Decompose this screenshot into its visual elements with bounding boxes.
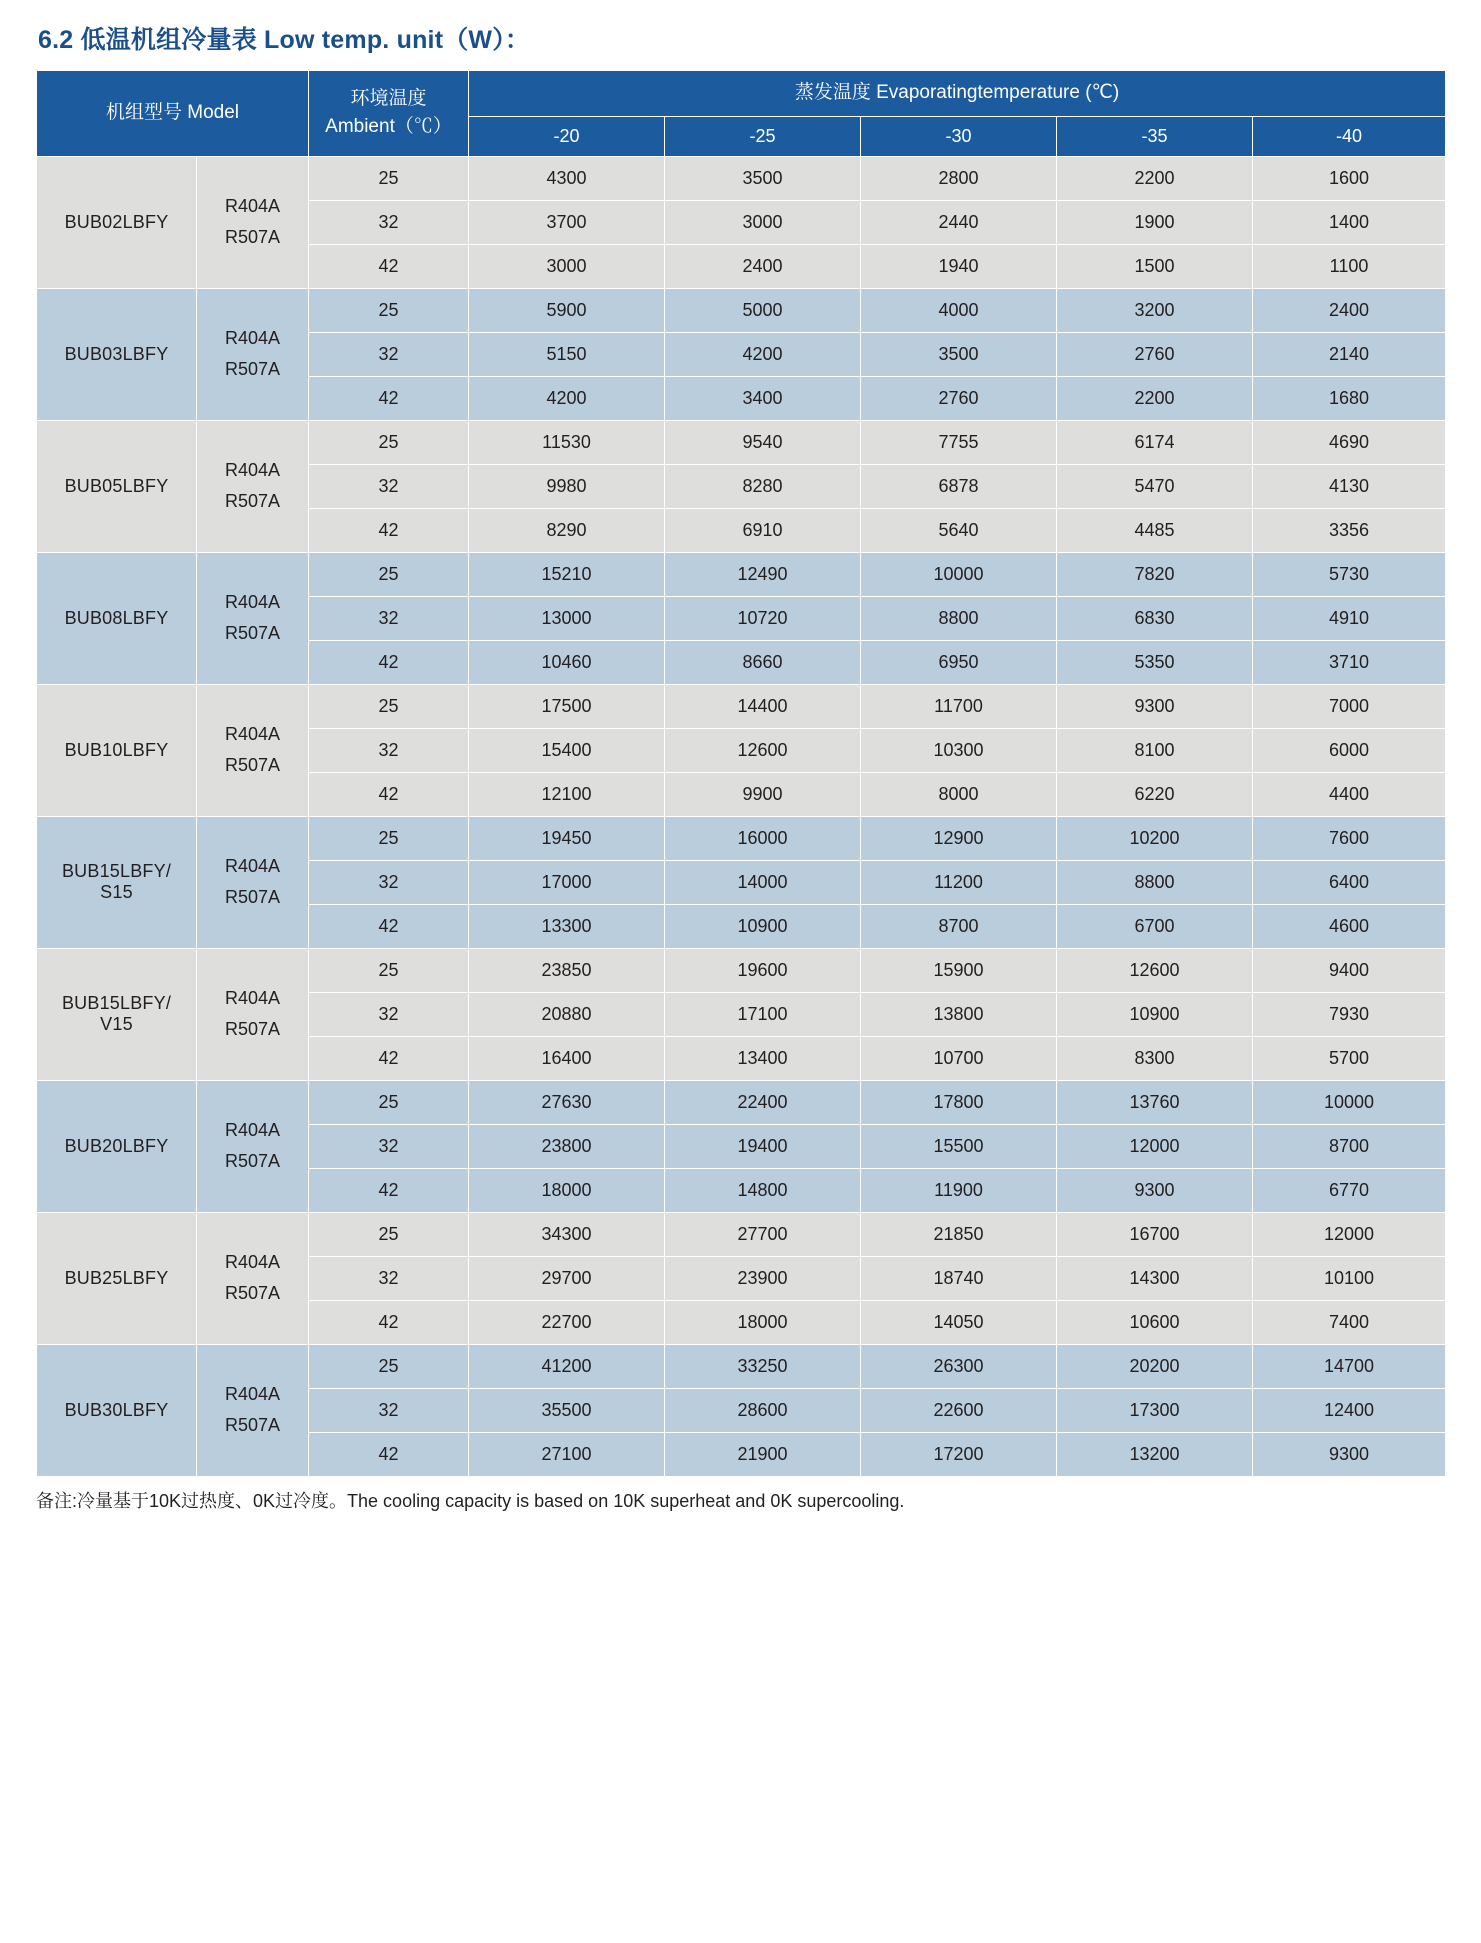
capacity-cell: 10100: [1253, 1256, 1446, 1300]
capacity-cell: 2400: [665, 244, 861, 288]
capacity-cell: 18000: [665, 1300, 861, 1344]
model-cell: BUB08LBFY: [37, 552, 197, 684]
capacity-cell: 10000: [1253, 1080, 1446, 1124]
table-row: [37, 816, 1446, 860]
table-row: [37, 156, 1446, 200]
capacity-cell: 5640: [861, 508, 1057, 552]
capacity-cell: 4300: [469, 156, 665, 200]
capacity-cell: 3710: [1253, 640, 1446, 684]
refrigerant-cell: [197, 156, 309, 288]
refrigerant-line: R507A: [224, 887, 281, 907]
capacity-cell: 4000: [861, 288, 1057, 332]
model-cell: BUB30LBFY: [37, 1344, 197, 1476]
capacity-cell: 1400: [1253, 200, 1446, 244]
refrigerant-line: R404A: [224, 1383, 281, 1404]
capacity-cell: 5730: [1253, 552, 1446, 596]
refrigerant-line: R507A: [224, 755, 281, 775]
capacity-cell: 2760: [1057, 332, 1253, 376]
ambient-cell: 32: [309, 992, 469, 1036]
capacity-cell: 9300: [1057, 1168, 1253, 1212]
capacity-cell: 5350: [1057, 640, 1253, 684]
capacity-cell: 9540: [665, 420, 861, 464]
header-ambient-line1: 环境温度: [350, 87, 427, 109]
model-cell-line: BUB15LBFY/: [61, 861, 172, 881]
capacity-cell: 12600: [1057, 948, 1253, 992]
capacity-cell: 11900: [861, 1168, 1057, 1212]
ambient-cell: 25: [309, 1212, 469, 1256]
ambient-cell: 32: [309, 1124, 469, 1168]
capacity-cell: 8800: [1057, 860, 1253, 904]
capacity-cell: 13760: [1057, 1080, 1253, 1124]
capacity-cell: 14800: [665, 1168, 861, 1212]
capacity-cell: 10900: [1057, 992, 1253, 1036]
capacity-cell: 34300: [469, 1212, 665, 1256]
ambient-cell: 32: [309, 1388, 469, 1432]
capacity-cell: 14300: [1057, 1256, 1253, 1300]
refrigerant-line: R404A: [224, 1251, 281, 1272]
capacity-cell: 22600: [861, 1388, 1057, 1432]
refrigerant-cell: [197, 420, 309, 552]
capacity-cell: 4400: [1253, 772, 1446, 816]
table-row: [37, 684, 1446, 728]
capacity-cell: 14050: [861, 1300, 1057, 1344]
header-evap-col-1: -25: [665, 116, 861, 156]
ambient-cell: 42: [309, 1432, 469, 1476]
capacity-cell: 10000: [861, 552, 1057, 596]
capacity-cell: 35500: [469, 1388, 665, 1432]
capacity-cell: 17300: [1057, 1388, 1253, 1432]
refrigerant-line: R404A: [224, 855, 281, 876]
ambient-cell: 32: [309, 728, 469, 772]
refrigerant-line: R507A: [224, 1283, 281, 1303]
ambient-cell: 42: [309, 904, 469, 948]
model-cell: BUB25LBFY: [37, 1212, 197, 1344]
refrigerant-line: R404A: [224, 987, 281, 1008]
refrigerant-line: R404A: [224, 723, 281, 744]
capacity-cell: 7000: [1253, 684, 1446, 728]
capacity-cell: 5470: [1057, 464, 1253, 508]
ambient-cell: 32: [309, 200, 469, 244]
capacity-cell: 17100: [665, 992, 861, 1036]
capacity-cell: 10300: [861, 728, 1057, 772]
capacity-cell: 33250: [665, 1344, 861, 1388]
ambient-cell: 25: [309, 288, 469, 332]
refrigerant-line: R404A: [224, 591, 281, 612]
capacity-cell: 41200: [469, 1344, 665, 1388]
capacity-cell: 22400: [665, 1080, 861, 1124]
capacity-cell: 9400: [1253, 948, 1446, 992]
capacity-cell: 4600: [1253, 904, 1446, 948]
capacity-cell: 16000: [665, 816, 861, 860]
capacity-cell: 9300: [1057, 684, 1253, 728]
capacity-cell: 12490: [665, 552, 861, 596]
capacity-cell: 23900: [665, 1256, 861, 1300]
table-row: [37, 1344, 1446, 1388]
table-row: [37, 552, 1446, 596]
capacity-cell: 1100: [1253, 244, 1446, 288]
capacity-cell: 20880: [469, 992, 665, 1036]
capacity-cell: 14400: [665, 684, 861, 728]
refrigerant-line: R507A: [224, 1019, 281, 1039]
capacity-cell: 3700: [469, 200, 665, 244]
model-cell-line: S15: [100, 882, 133, 902]
capacity-cell: 3400: [665, 376, 861, 420]
capacity-cell: 22700: [469, 1300, 665, 1344]
table-row: [37, 420, 1446, 464]
refrigerant-line: R507A: [224, 491, 281, 511]
ambient-cell: 25: [309, 552, 469, 596]
model-cell-line: BUB15LBFY/: [61, 993, 172, 1013]
model-cell-line: V15: [100, 1014, 133, 1034]
ambient-cell: 42: [309, 508, 469, 552]
ambient-cell: 42: [309, 1300, 469, 1344]
capacity-cell: 5700: [1253, 1036, 1446, 1080]
capacity-cell: 10720: [665, 596, 861, 640]
capacity-cell: 15400: [469, 728, 665, 772]
capacity-cell: 3500: [665, 156, 861, 200]
capacity-cell: 6830: [1057, 596, 1253, 640]
capacity-cell: 8000: [861, 772, 1057, 816]
refrigerant-cell: [197, 1212, 309, 1344]
capacity-cell: 18740: [861, 1256, 1057, 1300]
table-header-row-1: [37, 71, 1446, 117]
model-cell: BUB10LBFY: [37, 684, 197, 816]
capacity-cell: 13200: [1057, 1432, 1253, 1476]
capacity-cell: 6174: [1057, 420, 1253, 464]
capacity-cell: 11700: [861, 684, 1057, 728]
capacity-cell: 16400: [469, 1036, 665, 1080]
refrigerant-line: R507A: [224, 359, 281, 379]
capacity-cell: 26300: [861, 1344, 1057, 1388]
model-cell: BUB03LBFY: [37, 288, 197, 420]
capacity-cell: 2140: [1253, 332, 1446, 376]
capacity-cell: 21850: [861, 1212, 1057, 1256]
header-ambient: [309, 71, 469, 157]
capacity-cell: 7600: [1253, 816, 1446, 860]
capacity-cell: 14700: [1253, 1344, 1446, 1388]
refrigerant-cell: [197, 684, 309, 816]
ambient-cell: 32: [309, 1256, 469, 1300]
capacity-cell: 7755: [861, 420, 1057, 464]
capacity-cell: 1680: [1253, 376, 1446, 420]
ambient-cell: 42: [309, 640, 469, 684]
ambient-cell: 25: [309, 156, 469, 200]
capacity-cell: 12100: [469, 772, 665, 816]
capacity-cell: 18000: [469, 1168, 665, 1212]
table-row: [37, 948, 1446, 992]
ambient-cell: 25: [309, 816, 469, 860]
page-title: 6.2 低温机组冷量表 Low temp. unit（W）：: [38, 26, 531, 54]
capacity-cell: 19600: [665, 948, 861, 992]
capacity-cell: 1940: [861, 244, 1057, 288]
refrigerant-cell: [197, 948, 309, 1080]
table-note: 备注:冷量基于10K过热度、0K过冷度。The cooling capacity is based on 10K superheat and 0K supercooling.: [36, 1490, 905, 1511]
capacity-cell: 6910: [665, 508, 861, 552]
capacity-cell: 4485: [1057, 508, 1253, 552]
capacity-cell: 8300: [1057, 1036, 1253, 1080]
refrigerant-cell: [197, 552, 309, 684]
capacity-cell: 10600: [1057, 1300, 1253, 1344]
capacity-cell: 20200: [1057, 1344, 1253, 1388]
capacity-cell: 8700: [861, 904, 1057, 948]
model-cell: [37, 816, 197, 948]
model-cell: BUB02LBFY: [37, 156, 197, 288]
capacity-cell: 9980: [469, 464, 665, 508]
capacity-cell: 17800: [861, 1080, 1057, 1124]
capacity-cell: 13000: [469, 596, 665, 640]
low-temp-capacity-table: [36, 70, 1446, 1477]
capacity-cell: 12000: [1253, 1212, 1446, 1256]
capacity-cell: 2400: [1253, 288, 1446, 332]
capacity-cell: 10900: [665, 904, 861, 948]
refrigerant-cell: [197, 288, 309, 420]
capacity-cell: 10460: [469, 640, 665, 684]
refrigerant-line: R507A: [224, 1151, 281, 1171]
capacity-cell: 11200: [861, 860, 1057, 904]
refrigerant-cell: [197, 1344, 309, 1476]
capacity-cell: 6878: [861, 464, 1057, 508]
refrigerant-line: R507A: [224, 1415, 281, 1435]
capacity-cell: 23800: [469, 1124, 665, 1168]
refrigerant-line: R404A: [224, 195, 281, 216]
ambient-cell: 42: [309, 1036, 469, 1080]
capacity-cell: 6770: [1253, 1168, 1446, 1212]
capacity-cell: 13300: [469, 904, 665, 948]
model-cell: [37, 948, 197, 1080]
capacity-cell: 1600: [1253, 156, 1446, 200]
table-header: [37, 71, 1446, 157]
header-evap-col-2: -30: [861, 116, 1057, 156]
capacity-cell: 19400: [665, 1124, 861, 1168]
refrigerant-line: R404A: [224, 1119, 281, 1140]
capacity-cell: 2200: [1057, 376, 1253, 420]
capacity-cell: 3000: [469, 244, 665, 288]
capacity-cell: 17000: [469, 860, 665, 904]
capacity-cell: 29700: [469, 1256, 665, 1300]
header-evap-col-0: -20: [469, 116, 665, 156]
ambient-cell: 25: [309, 1344, 469, 1388]
model-cell: BUB05LBFY: [37, 420, 197, 552]
header-evaporating: 蒸发温度 Evaporatingtemperature (℃): [469, 71, 1446, 117]
capacity-cell: 4690: [1253, 420, 1446, 464]
capacity-cell: 6700: [1057, 904, 1253, 948]
capacity-cell: 3000: [665, 200, 861, 244]
capacity-cell: 1900: [1057, 200, 1253, 244]
ambient-cell: 42: [309, 772, 469, 816]
capacity-cell: 2760: [861, 376, 1057, 420]
refrigerant-cell: [197, 1080, 309, 1212]
capacity-cell: 15900: [861, 948, 1057, 992]
capacity-cell: 3356: [1253, 508, 1446, 552]
capacity-cell: 5000: [665, 288, 861, 332]
ambient-cell: 32: [309, 464, 469, 508]
capacity-cell: 3200: [1057, 288, 1253, 332]
capacity-cell: 8290: [469, 508, 665, 552]
ambient-cell: 32: [309, 860, 469, 904]
capacity-cell: 2200: [1057, 156, 1253, 200]
capacity-cell: 8660: [665, 640, 861, 684]
capacity-cell: 5150: [469, 332, 665, 376]
capacity-cell: 19450: [469, 816, 665, 860]
capacity-cell: 6000: [1253, 728, 1446, 772]
capacity-cell: 27700: [665, 1212, 861, 1256]
capacity-cell: 8100: [1057, 728, 1253, 772]
capacity-cell: 7930: [1253, 992, 1446, 1036]
capacity-cell: 13400: [665, 1036, 861, 1080]
capacity-cell: 12900: [861, 816, 1057, 860]
refrigerant-line: R507A: [224, 623, 281, 643]
table-row: [37, 1080, 1446, 1124]
capacity-cell: 5900: [469, 288, 665, 332]
capacity-cell: 12400: [1253, 1388, 1446, 1432]
header-model: 机组型号 Model: [37, 71, 309, 157]
header-evap-col-4: -40: [1253, 116, 1446, 156]
capacity-cell: 15210: [469, 552, 665, 596]
ambient-cell: 25: [309, 684, 469, 728]
ambient-cell: 42: [309, 376, 469, 420]
capacity-cell: 28600: [665, 1388, 861, 1432]
capacity-cell: 9300: [1253, 1432, 1446, 1476]
capacity-cell: 3500: [861, 332, 1057, 376]
capacity-cell: 8700: [1253, 1124, 1446, 1168]
capacity-cell: 4910: [1253, 596, 1446, 640]
capacity-cell: 16700: [1057, 1212, 1253, 1256]
capacity-cell: 7820: [1057, 552, 1253, 596]
refrigerant-line: R404A: [224, 459, 281, 480]
ambient-cell: 25: [309, 1080, 469, 1124]
capacity-cell: 13800: [861, 992, 1057, 1036]
capacity-cell: 4130: [1253, 464, 1446, 508]
capacity-cell: 8280: [665, 464, 861, 508]
capacity-cell: 6950: [861, 640, 1057, 684]
capacity-cell: 23850: [469, 948, 665, 992]
capacity-cell: 17200: [861, 1432, 1057, 1476]
capacity-cell: 10700: [861, 1036, 1057, 1080]
table-row: [37, 288, 1446, 332]
header-ambient-line2: Ambient（℃）: [325, 116, 452, 138]
table-row: [37, 1212, 1446, 1256]
refrigerant-line: R404A: [224, 327, 281, 348]
capacity-cell: 8800: [861, 596, 1057, 640]
capacity-cell: 17500: [469, 684, 665, 728]
capacity-cell: 21900: [665, 1432, 861, 1476]
capacity-cell: 4200: [469, 376, 665, 420]
capacity-cell: 2800: [861, 156, 1057, 200]
capacity-cell: 10200: [1057, 816, 1253, 860]
table-body: [37, 156, 1446, 1476]
capacity-cell: 14000: [665, 860, 861, 904]
capacity-cell: 1500: [1057, 244, 1253, 288]
capacity-cell: 2440: [861, 200, 1057, 244]
ambient-cell: 32: [309, 596, 469, 640]
ambient-cell: 25: [309, 948, 469, 992]
ambient-cell: 42: [309, 244, 469, 288]
capacity-cell: 7400: [1253, 1300, 1446, 1344]
capacity-cell: 12600: [665, 728, 861, 772]
capacity-cell: 6220: [1057, 772, 1253, 816]
header-evap-col-3: -35: [1057, 116, 1253, 156]
model-cell: BUB20LBFY: [37, 1080, 197, 1212]
capacity-cell: 15500: [861, 1124, 1057, 1168]
capacity-cell: 11530: [469, 420, 665, 464]
ambient-cell: 42: [309, 1168, 469, 1212]
capacity-cell: 27100: [469, 1432, 665, 1476]
capacity-cell: 12000: [1057, 1124, 1253, 1168]
capacity-cell: 6400: [1253, 860, 1446, 904]
ambient-cell: 32: [309, 332, 469, 376]
capacity-cell: 27630: [469, 1080, 665, 1124]
capacity-cell: 9900: [665, 772, 861, 816]
capacity-cell: 4200: [665, 332, 861, 376]
refrigerant-cell: [197, 816, 309, 948]
ambient-cell: 25: [309, 420, 469, 464]
refrigerant-line: R507A: [224, 227, 281, 247]
